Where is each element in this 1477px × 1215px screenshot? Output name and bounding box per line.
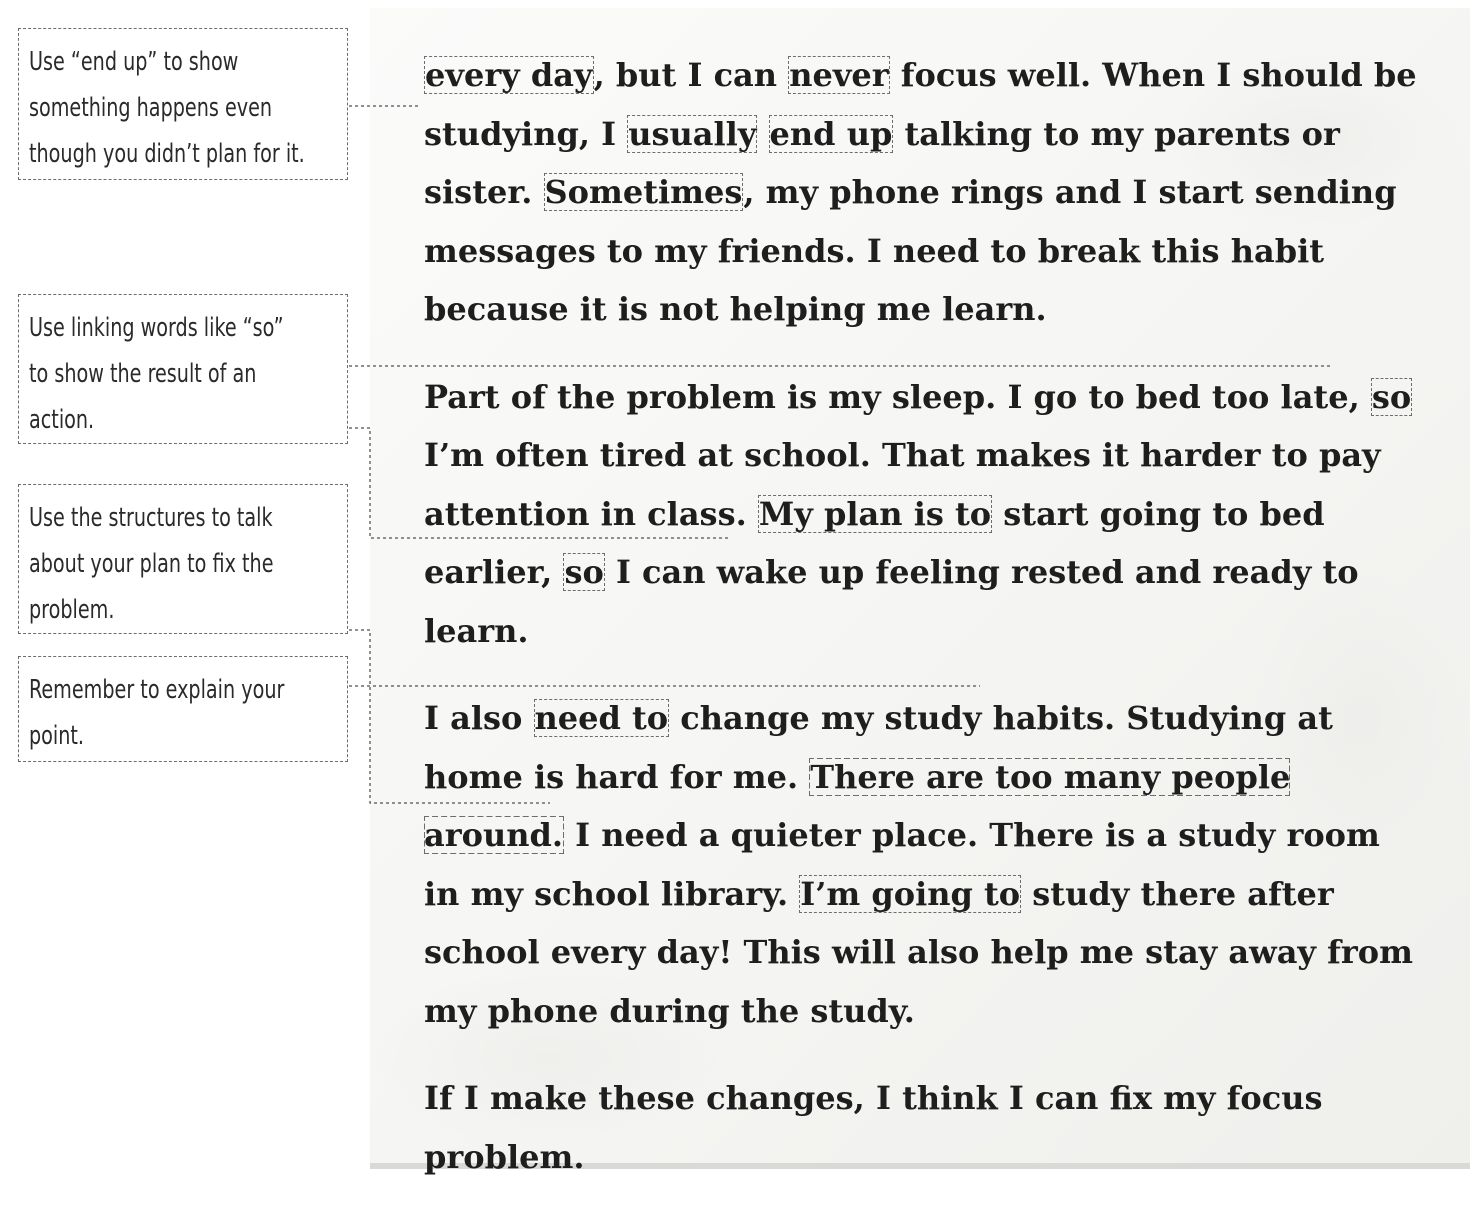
text-run: I can wake up feeling rested and ready to learn. (424, 553, 1359, 650)
text-run: change my study habits. Studying at home is hard for me. (424, 699, 1333, 796)
text-run: I also (424, 699, 534, 737)
note-line: though you didn’t plan for it. (29, 139, 305, 169)
highlighted-phrase: usually (628, 114, 757, 153)
highlighted-phrase: so (564, 553, 604, 591)
essay-paragraph (424, 1069, 1424, 1186)
text-run: start going to bed earlier, (424, 494, 1325, 591)
essay-paragraph (424, 689, 1424, 1040)
text-run: talking to my parents or sister. (424, 114, 1340, 211)
highlighted-phrase: end up (769, 114, 893, 153)
highlighted-phrase: so (1371, 377, 1412, 416)
note-line: problem. (29, 595, 115, 625)
margin-note-explain-point (18, 656, 348, 762)
note-line: action. (29, 405, 95, 435)
note-line: Use linking words like “so” (29, 313, 284, 343)
note-line: point. (29, 721, 85, 751)
highlighted-phrase: I’m going to (800, 874, 1021, 913)
highlighted-phrase: Sometimes (544, 173, 743, 211)
note-line: about your plan to fix the (29, 549, 274, 579)
text-run: , but I can (593, 56, 789, 94)
note-line: to show the result of an (29, 359, 257, 389)
note-line: something happens even (29, 93, 273, 123)
highlighted-phrase: never (789, 56, 889, 94)
text-run (757, 115, 768, 153)
text-run: focus well. When I should be studying, I (424, 56, 1417, 153)
text-run: study there after school every day! This will also help me stay away from my phone during the study. (424, 874, 1413, 1030)
highlighted-phrase: There are too many people around. (424, 757, 1291, 854)
text-run: If I make these changes, I think I can fix my focus problem. (424, 1079, 1323, 1176)
essay-paragraph (424, 46, 1424, 339)
note-line: Remember to explain your (29, 675, 285, 705)
essay-paragraph (424, 368, 1424, 661)
margin-note-plan-structures (18, 484, 348, 634)
note-line: Use “end up” to show (29, 47, 239, 77)
highlighted-phrase: need to (534, 699, 669, 737)
highlighted-phrase: every day (425, 56, 593, 94)
text-run: I’m often tired at school. That makes it harder to pay attention in class. (424, 436, 1381, 533)
text-run: I need a quieter place. There is a study room in my school library. (424, 816, 1380, 913)
margin-note-end-up (18, 28, 348, 180)
highlighted-phrase: My plan is to (758, 494, 992, 533)
margin-note-linking-words (18, 294, 348, 444)
note-line: Use the structures to talk (29, 503, 273, 533)
text-run: , my phone rings and I start sending messages to my friends. I need to break this habit because it is not helping me learn. (424, 173, 1397, 328)
essay-text (424, 46, 1424, 1215)
text-run: Part of the problem is my sleep. I go to bed too late, (424, 377, 1371, 416)
